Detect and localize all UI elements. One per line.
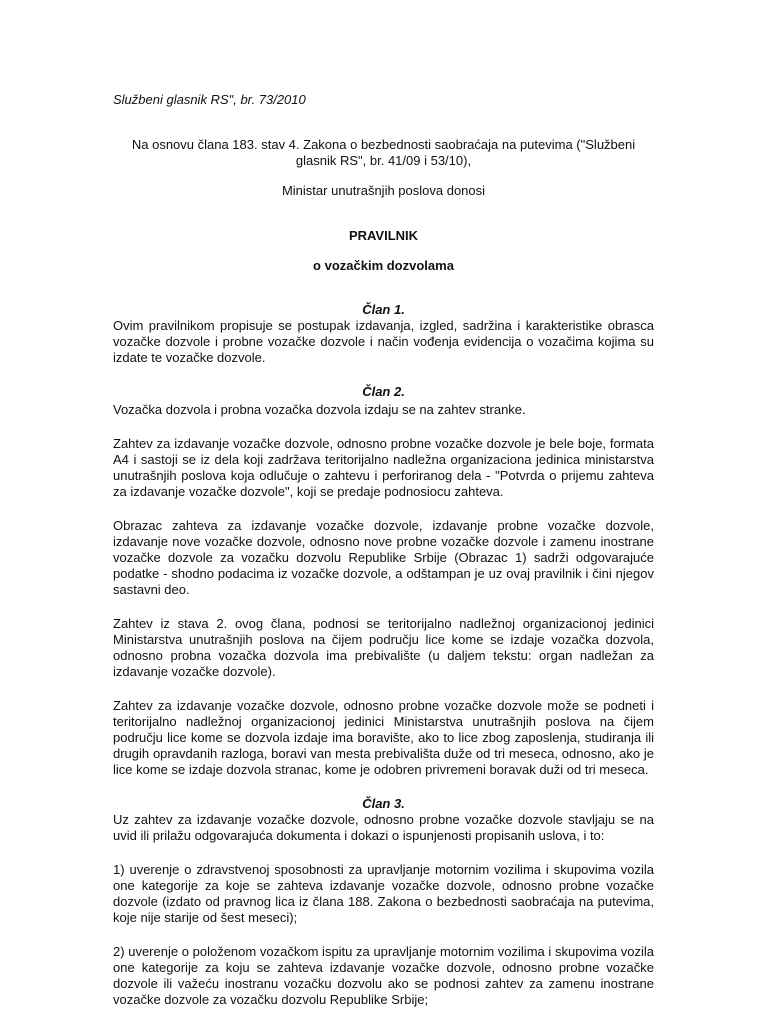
enacting-clause: Ministar unutrašnjih poslova donosi — [281, 183, 486, 198]
article-paragraph: Uz zahtev za izdavanje vozačke dozvole, odnosno probne vozačke dozvole stavljaju se na uvid ili prilažu odgovarajuća dokumenta i dokazi o ispunjenosti propisanih uslova, i to: — [113, 812, 654, 843]
article-paragraph: Obrazac zahteva za izdavanje vozačke dozvole, izdavanje probne vozačke dozvole, izdavanje nove vozačke dozvole, odnosno nove probne vozačke dozvole i zamenu inostrane vozačke dozvole za vozačku dozvolu Republike Srbije (Obrazac 1) sadrži odgovarajuće podatke - shodno podacima iz vozačke dozvole, a odštampan je uz ovaj pravilnik i čini njegov sastavni deo. — [113, 518, 654, 597]
article-paragraph: Vozačka dozvola i probna vozačka dozvola izdaju se na zahtev stranke. — [113, 402, 526, 417]
gazette-reference: Službeni glasnik RS", br. 73/2010 — [113, 92, 306, 107]
article-heading: Član 3. — [362, 796, 405, 811]
document-subtitle: o vozačkim dozvolama — [313, 258, 454, 273]
document-body — [113, 302, 654, 1008]
legal-basis: Na osnovu člana 183. stav 4. Zakona o bezbednosti saobraćaja na putevima ("Službeni glasnik RS", br. 41/09 i 53/10), — [131, 137, 636, 168]
article-list-item: 2) uverenje o položenom vozačkom ispitu za upravljanje motornim vozilima i skupovima vozila one kategorije za koju se zahteva izdavanje vozačke dozvole, odnosno probne vozačke dozvole ili važeću inostranu vozačku dozvolu ako se podnosi zahtev za zamenu inostrane vozačke dozvole za vozačku dozvolu Republike Srbije; — [113, 944, 654, 1007]
article-paragraph: Zahtev za izdavanje vozačke dozvole, odnosno probne vozačke dozvole je bele boje, formata A4 i sastoji se iz dela koji zadržava teritorijalno nadležna organizaciona jedinica ministarstva unutrašnjih poslova koja odlučuje o zahtevu i perforiranog dela - "Potvrda o prijemu zahteva za izdavanje vozačke dozvole", koji se predaje podnosiocu zahteva. — [113, 436, 654, 499]
article-heading: Član 1. — [362, 302, 405, 317]
article-list-item: 1) uverenje o zdravstvenoj sposobnosti za upravljanje motornim vozilima i skupovima vozila one kategorije za koje se zahteva izdavanje vozačke dozvole, odnosno probne vozačke dozvole (izdato od pravnog lica iz člana 188. Zakona o bezbednosti saobraćaja na putevima, koje nije starije od šest meseci); — [113, 862, 654, 925]
article-paragraph: Ovim pravilnikom propisuje se postupak izdavanja, izgled, sadržina i karakteristike obrasca vozačke dozvole i probne vozačke dozvole i način vođenja evidencija o vozačima kojima su izdate te vozačke dozvole. — [113, 318, 654, 365]
article-paragraph: Zahtev iz stava 2. ovog člana, podnosi se teritorijalno nadležnoj organizacionoj jedinici Ministarstva unutrašnjih poslova na čijem području lice kome se izdaje vozačka dozvola, odnosno probna vozačka dozvola ima prebivalište (u daljem tekstu: organ nadležan za izdavanje vozačke dozvole). — [113, 616, 654, 679]
document-title: PRAVILNIK — [348, 228, 419, 243]
article-paragraph: Zahtev za izdavanje vozačke dozvole, odnosno probne vozačke dozvole može se podneti i teritorijalno nadležnoj organizacionoj jedinici Ministarstva unutrašnjih poslova na čijem području lice kome se dozvola izdaje ima boravište, ako to lice zbog zaposlenja, studiranja ili drugih opravdanih razloga, boravi van mesta prebivališta duže od tri meseca, odnosno, ako je lice kome se izdaje dozvola stranac, kome je odobren privremeni boravak duži od tri meseca. — [113, 698, 654, 777]
article-heading: Član 2. — [362, 384, 405, 399]
